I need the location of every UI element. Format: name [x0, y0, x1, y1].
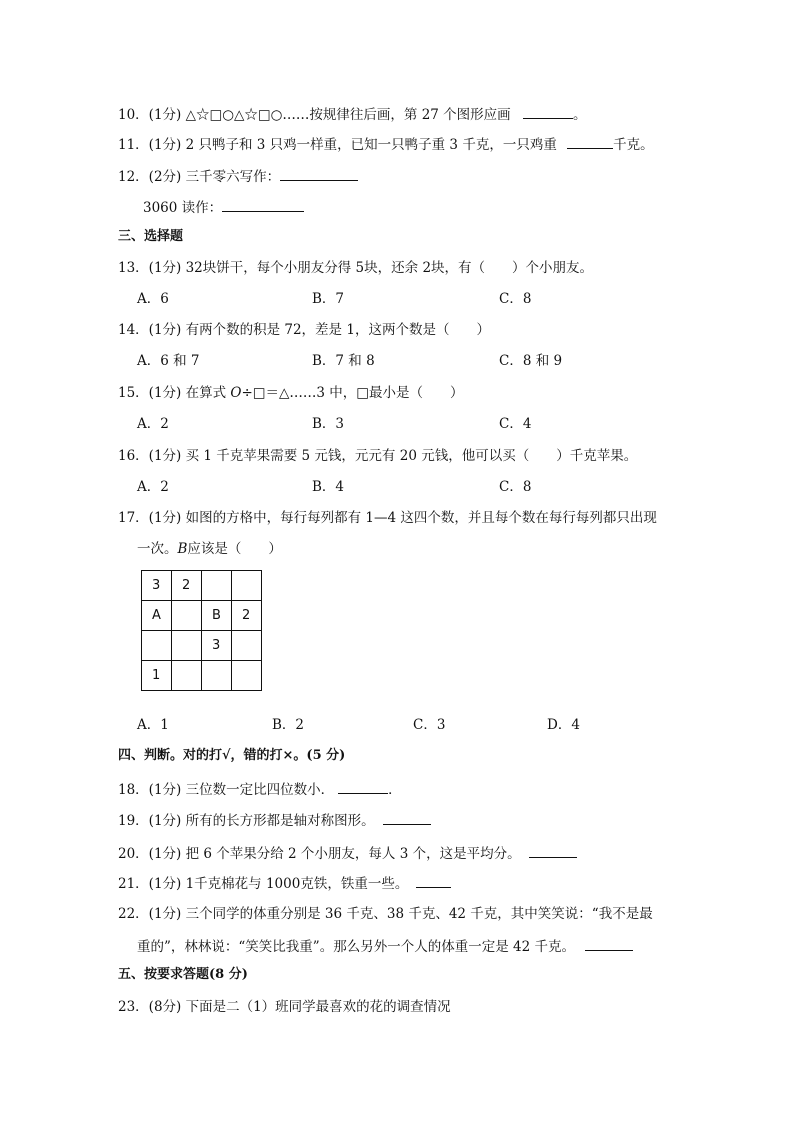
number-grid [141, 570, 262, 691]
question-21-text: 21．(1分) 1千克棉花与 1000克铁，铁重一些。 [118, 876, 409, 892]
question-21 [118, 873, 451, 893]
question-15 [118, 384, 464, 402]
question-18 [118, 779, 402, 799]
grid-cell: A [142, 601, 172, 631]
question-20 [118, 843, 577, 863]
grid-cell [142, 631, 172, 661]
option-b[interactable]: B．3 [312, 416, 345, 432]
option-c[interactable]: C．8 [499, 291, 532, 307]
question-20-text: 20．(1分) 把 6 个苹果分给 2 个小朋友，每人 3 个，这是平均分。 [118, 846, 521, 862]
answer-blank[interactable] [383, 810, 431, 825]
question-15-variable: O [230, 385, 242, 401]
option-a[interactable]: A．2 [137, 479, 169, 495]
grid-cell: 1 [142, 661, 172, 691]
option-c[interactable]: C．4 [499, 416, 532, 432]
answer-blank[interactable] [529, 843, 577, 858]
question-11-text: 11．(1分) 2 只鸭子和 3 只鸡一样重，已知一只鸭子重 3 千克，一只鸡重 [118, 137, 557, 153]
grid-cell [232, 631, 262, 661]
grid-cell: B [202, 601, 232, 631]
answer-blank[interactable] [280, 166, 358, 181]
option-b[interactable]: B．2 [272, 717, 305, 733]
question-18-text: 18．(1分) 三位数一定比四位数小． [118, 782, 335, 798]
question-12-sub-text: 3060 读作： [143, 200, 223, 216]
section-title-choice: 三、选择题 [118, 229, 184, 244]
question-10 [118, 104, 586, 124]
question-18-end: ． [388, 782, 402, 798]
question-22: 22．(1分) 三个同学的体重分别是 36 千克、38 千克、42 千克，其中笑笑说：“我不是最 [118, 906, 653, 922]
grid-cell: 3 [142, 571, 172, 601]
grid-cell [172, 601, 202, 631]
option-c[interactable]: C．8 和 9 [499, 353, 563, 369]
grid-cell [172, 661, 202, 691]
question-11-end: 千克。 [613, 137, 654, 153]
grid-cell [202, 571, 232, 601]
grid-cell [232, 571, 262, 601]
answer-blank[interactable] [222, 197, 304, 212]
grid-cell [232, 661, 262, 691]
option-a[interactable]: A．6 [137, 291, 169, 307]
option-b[interactable]: B．4 [312, 479, 345, 495]
answer-blank[interactable] [416, 873, 451, 888]
answer-blank[interactable] [585, 936, 633, 951]
grid-cell: 2 [232, 601, 262, 631]
grid-cell: 2 [172, 571, 202, 601]
question-10-end: 。 [572, 107, 587, 123]
question-15-text-pre: 15．(1分) 在算式 [118, 385, 231, 401]
grid-cell [202, 661, 232, 691]
question-15-text-post: ÷□＝△……3 中，□最小是（ ） [241, 385, 464, 401]
question-22-line2 [137, 936, 633, 956]
question-10-text: 10．(1分) △☆□○△☆□○……按规律往后画，第 27 个图形应画 [118, 107, 511, 123]
grid-cell: 3 [202, 631, 232, 661]
question-19 [118, 810, 431, 830]
question-14: 14．(1分) 有两个数的积是 72，差是 1，这两个数是（ ） [118, 322, 490, 338]
question-17-text2-pre: 一次。 [137, 541, 178, 557]
question-17: 17．(1分) 如图的方格中，每行每列都有 1—4 这四个数，并且每个数在每行每列都只出现 [118, 510, 657, 526]
question-12-sub [143, 197, 304, 217]
grid-row [142, 631, 262, 661]
question-17-variable: B [177, 541, 188, 557]
option-d[interactable]: D．4 [547, 717, 580, 733]
question-22-text2: 重的”，林林说：“笑笑比我重”。那么另外一个人的体重一定是 42 千克。 [137, 939, 575, 955]
question-17-line2 [137, 540, 282, 558]
grid-row [142, 571, 262, 601]
option-b[interactable]: B．7 [312, 291, 345, 307]
section-title-answer: 五、按要求答题(8 分) [118, 967, 248, 982]
answer-blank[interactable] [338, 779, 388, 794]
question-11 [118, 134, 654, 154]
grid-row [142, 661, 262, 691]
option-c[interactable]: C．3 [413, 717, 446, 733]
question-13: 13．(1分) 32块饼干，每个小朋友分得 5块，还余 2块，有（ ）个小朋友。 [118, 260, 594, 276]
option-a[interactable]: A．2 [137, 416, 169, 432]
answer-blank[interactable] [567, 134, 613, 149]
grid-row [142, 601, 262, 631]
section-title-judge: 四、判断。对的打√，错的打×。(5 分) [118, 748, 346, 763]
question-23: 23．(8分) 下面是二（1）班同学最喜欢的花的调查情况 [118, 999, 451, 1015]
answer-blank[interactable] [523, 104, 573, 119]
question-16: 16．(1分) 买 1 千克苹果需要 5 元钱，元元有 20 元钱，他可以买（ ）千克苹果。 [118, 448, 638, 464]
option-a[interactable]: A．1 [137, 717, 169, 733]
question-19-text: 19．(1分) 所有的长方形都是轴对称图形。 [118, 813, 375, 829]
question-12 [118, 166, 358, 186]
option-c[interactable]: C．8 [499, 479, 532, 495]
option-b[interactable]: B．7 和 8 [312, 353, 375, 369]
question-12-text: 12．(2分) 三千零六写作： [118, 169, 281, 185]
grid-cell [172, 631, 202, 661]
option-a[interactable]: A．6 和 7 [137, 353, 200, 369]
question-17-text2-post: 应该是（ ） [187, 541, 282, 557]
